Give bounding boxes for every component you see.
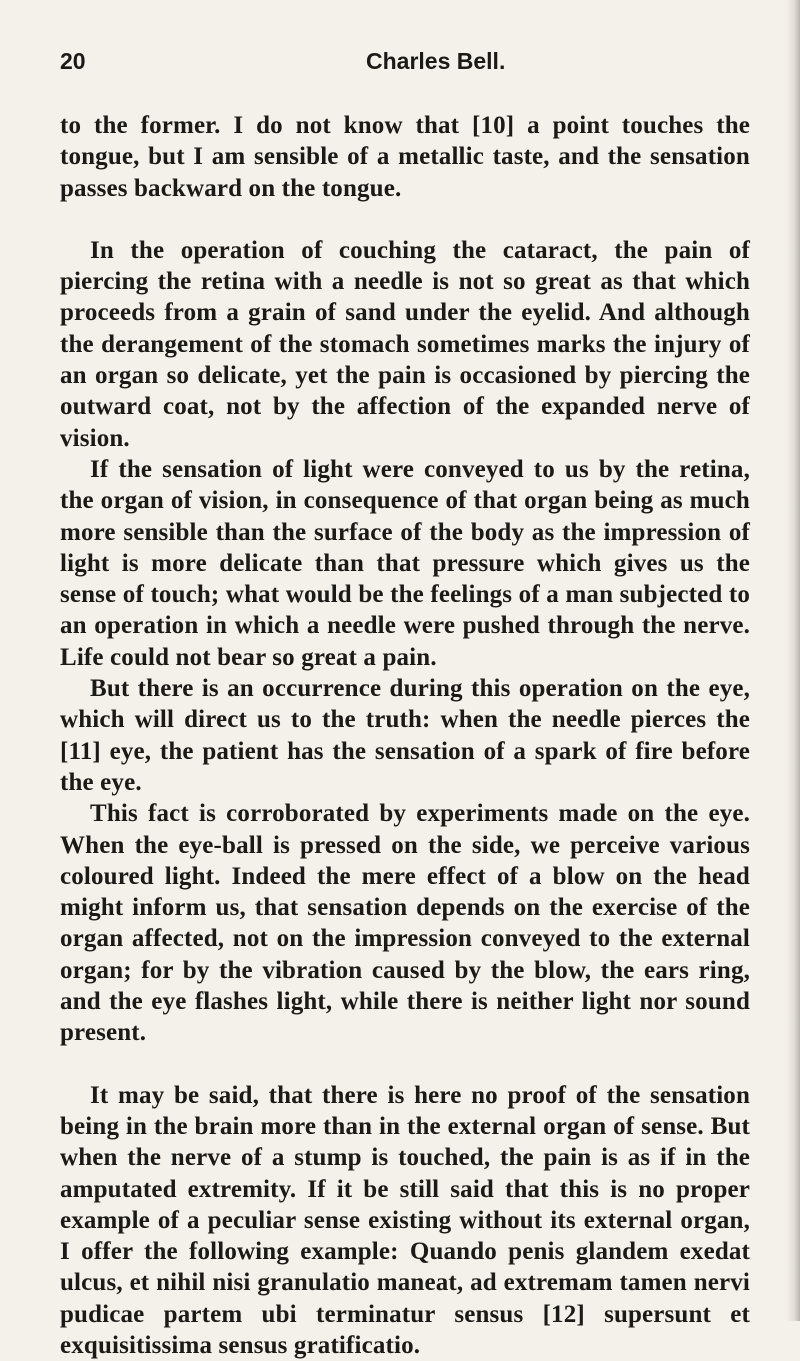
- paragraph-corroborated: This fact is corroborated by experiments made on the eye. When the eye-ball is pressed on the side, we perceive various coloured light. Indeed the mere effect of a blow on the head might inform us, that sensation depends on the exercise of the organ affected, not on the impression conveyed to the external organ; for by the vibration caused by the blow, the ears ring, and the eye flashes light, while there is neither light nor sound present.: [60, 800, 750, 1047]
- paragraph-spark-of-fire: But there is an occurrence during this operation on the eye, which will direct us to the truth: when the needle pierces the [11] eye, the patient has the sensation of a spark of fire before the eye.: [60, 675, 750, 796]
- paragraph-sensation-of-light: If the sensation of light were conveyed to us by the retina, the organ of vision, in consequence of that organ being as much more sensible than the surface of the body as the impression of light is more delicate than that pressure which gives us the sense of touch; what would be the feelings of a man subjected to an operation in which a needle were pushed through the nerve. Life could not bear so great a pain.: [60, 455, 750, 671]
- paragraph-couching-cataract: In the operation of couching the cataract, the pain of piercing the retina with a needle is not so great as that which proceeds from a grain of sand under the eyelid. And although the derangement of the stomach sometimes marks the injury of an organ so delicate, yet the pain is occasioned by piercing the outward coat, not by the affection of the expanded nerve of vision.: [60, 236, 750, 452]
- page-number: 20: [60, 48, 86, 74]
- body-text: [60, 110, 750, 1361]
- page-edge-shadow: [786, 0, 800, 1321]
- paragraph-stump-example: It may be said, that there is here no proof of the sensation being in the brain more than in the external organ of sense. But when the nerve of a stump is touched, the pain is as if in the amputated extremity. If it be still said that this is no proper example of a peculiar sense existing without its external organ, I offer the following example: Quando penis glandem exedat ulcus, et nihil nisi granulatio maneat, ad extremam tamen nervi pudicae partem ubi terminatur sensus [12] supersunt et exquisitissima sensus gratificatio.: [60, 1081, 750, 1359]
- paragraph-continuation: to the former. I do not know that [10] a point touches the tongue, but I am sensible of a metallic taste, and the sensation passes backward on the tongue.: [60, 112, 750, 202]
- page-header: [60, 48, 748, 80]
- running-head: Charles Bell.: [366, 48, 506, 74]
